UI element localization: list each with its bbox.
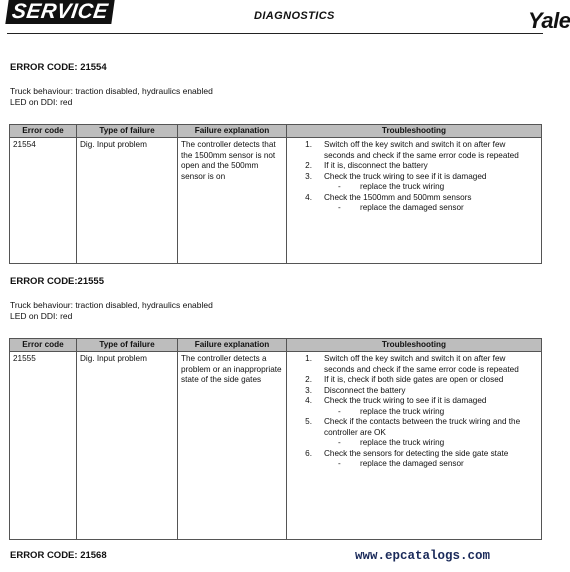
error-table: [9, 124, 542, 264]
troubleshooting-step: 4. Check the truck wiring to see if it is damaged: [305, 396, 487, 405]
cell-failure-type: Dig. Input problem: [77, 138, 178, 264]
cell-error-code: 21555: [10, 352, 77, 540]
col-header-troubleshooting: Troubleshooting: [287, 125, 542, 138]
service-badge: SERVICE: [5, 0, 114, 24]
cell-troubleshooting: [287, 352, 542, 540]
table-row: [10, 138, 542, 264]
troubleshooting-step: 3. Disconnect the battery: [305, 385, 406, 395]
error-table: [9, 338, 542, 540]
table-header-row: [10, 125, 542, 138]
troubleshooting-substep: - replace the truck wiring: [338, 182, 445, 191]
table-header-row: [10, 339, 542, 352]
troubleshooting-step: 3. Check the truck wiring to see if it is damaged: [305, 171, 487, 181]
col-header-troubleshooting: Troubleshooting: [287, 339, 542, 352]
watermark-url: www.epcatalogs.com: [355, 549, 491, 563]
troubleshooting-step: 4. Check the 1500mm and 500mm sensors: [305, 192, 472, 202]
cell-error-code: 21554: [10, 138, 77, 264]
cell-troubleshooting: [287, 138, 542, 264]
cell-failure-explanation: The controller detects a problem or an inappropriate state of the side gates: [178, 352, 287, 540]
troubleshooting-step: 2. If it is, check if both side gates are open or closed: [305, 375, 504, 384]
col-header-failure-type: Type of failure: [77, 125, 178, 138]
header-rule: [7, 33, 543, 34]
behaviour-text: Truck behaviour: traction disabled, hydraulics enabled: [10, 86, 213, 96]
troubleshooting-substep: - replace the damaged sensor: [338, 203, 464, 212]
brand-logo: Yale: [528, 8, 570, 33]
led-text: LED on DDI: red: [10, 97, 73, 107]
col-header-error-code: Error code: [10, 339, 77, 352]
troubleshooting-step: 6. Check the sensors for detecting the side gate state: [305, 448, 509, 458]
led-text: LED on DDI: red: [10, 311, 73, 321]
error-code-heading: ERROR CODE: 21554: [10, 62, 107, 73]
error-code-heading: ERROR CODE: 21568: [10, 550, 107, 561]
cell-failure-type: Dig. Input problem: [77, 352, 178, 540]
behaviour-text: Truck behaviour: traction disabled, hydraulics enabled: [10, 300, 213, 310]
troubleshooting-substep: - replace the truck wiring: [338, 438, 445, 447]
cell-failure-explanation: The controller detects that the 1500mm sensor is not open and the 500mm sensor is on: [178, 138, 287, 264]
troubleshooting-substep: - replace the damaged sensor: [338, 459, 464, 468]
troubleshooting-step: 2. If it is, disconnect the battery: [305, 161, 428, 170]
troubleshooting-step: 5. Check if the contacts between the truck wiring and the controller are OK: [305, 417, 521, 437]
col-header-failure-explanation: Failure explanation: [178, 339, 287, 352]
col-header-failure-type: Type of failure: [77, 339, 178, 352]
col-header-error-code: Error code: [10, 125, 77, 138]
troubleshooting-step: 1. Switch off the key switch and switch it on after few seconds and check if the same error code is repeated: [305, 354, 519, 374]
table-row: [10, 352, 542, 540]
error-code-heading: ERROR CODE:21555: [10, 276, 104, 287]
page-title: DIAGNOSTICS: [254, 10, 335, 22]
troubleshooting-step: 1. Switch off the key switch and switch it on after few seconds and check if the same error code is repeated: [305, 140, 519, 160]
troubleshooting-substep: - replace the truck wiring: [338, 406, 445, 416]
col-header-failure-explanation: Failure explanation: [178, 125, 287, 138]
